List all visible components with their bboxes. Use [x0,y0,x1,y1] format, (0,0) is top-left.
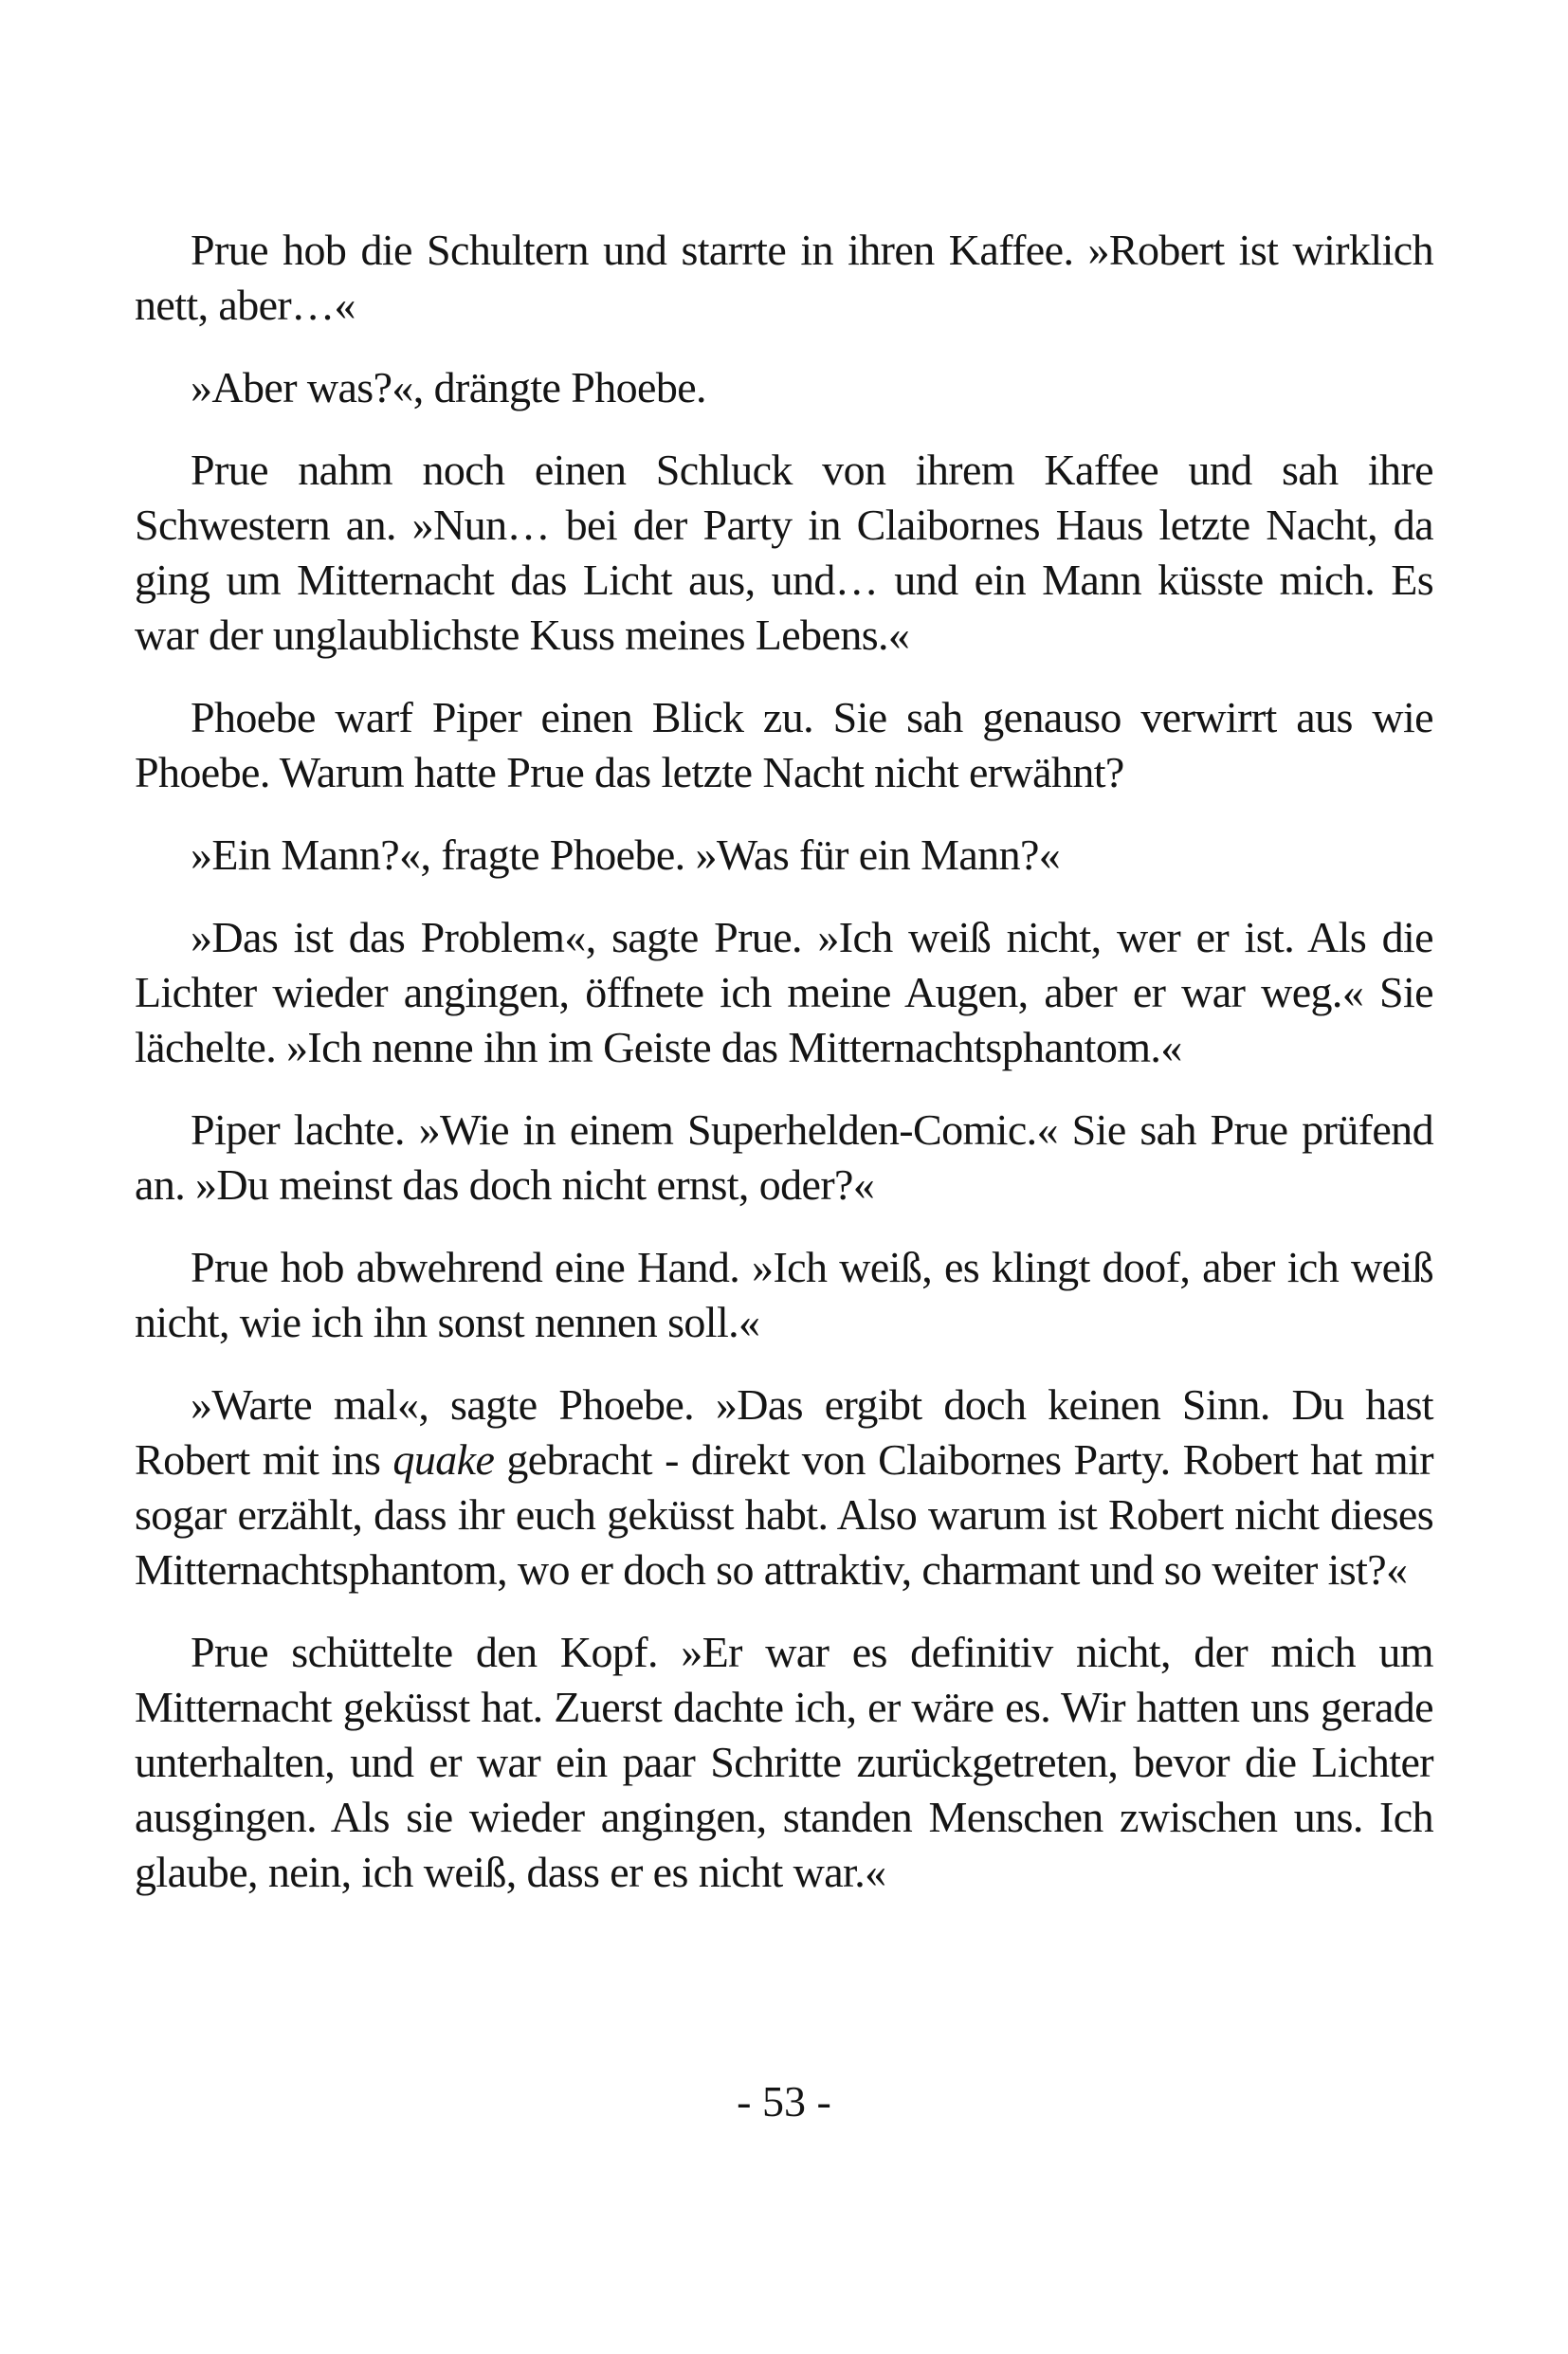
paragraph-text: »Das ist das Problem«, sagte Prue. »Ich weiß nicht, wer er ist. Als die Lichter wieder angingen, öffnete ich meine Augen, aber er war weg.« Sie lächelte. »Ich nenne ihn im Geiste das Mitternachtsphantom.« [135,913,1433,1071]
paragraph [135,1240,1433,1350]
paragraph [135,223,1433,333]
paragraph-text: Prue hob abwehrend eine Hand. »Ich weiß, es klingt doof, aber ich weiß nicht, wie ich ihn sonst nennen soll.« [135,1243,1433,1346]
paragraph [135,360,1433,415]
paragraph [135,443,1433,663]
paragraph [135,910,1433,1075]
paragraph-text: Prue schüttelte den Kopf. »Er war es definitiv nicht, der mich um Mitternacht geküsst hat. Zuerst dachte ich, er wäre es. Wir hatten uns gerade unterhalten, und er war ein paar Schritte zurückgetreten, bevor die Lichter ausgingen. Als sie wieder angingen, standen Menschen zwischen uns. Ich glaube, nein, ich weiß, dass er es nicht war.« [135,1628,1433,1896]
paragraph-text: Piper lachte. »Wie in einem Superhelden-Comic.« Sie sah Prue prüfend an. »Du meinst das doch nicht ernst, oder?« [135,1105,1433,1209]
paragraph-text: Phoebe warf Piper einen Blick zu. Sie sah genauso verwirrt aus wie Phoebe. Warum hatte Prue das letzte Nacht nicht erwähnt? [135,693,1433,796]
paragraph-text: gebracht - direkt von Claibornes Party. Robert hat mir sogar erzählt, dass ihr euch geküsst habt. Also warum ist Robert nicht dieses Mitternachtsphantom, wo er doch so attraktiv, charmant und so weiter ist?« [135,1435,1433,1594]
paragraph [135,690,1433,800]
paragraph [135,1103,1433,1213]
paragraph-text: »Aber was?«, drängte Phoebe. [191,363,706,411]
paragraph-text: Prue hob die Schultern und starrte in ihren Kaffee. »Robert ist wirklich nett, aber…« [135,226,1433,329]
paragraph-text: Prue nahm noch einen Schluck von ihrem Kaffee und sah ihre Schwestern an. »Nun… bei der Party in Claibornes Haus letzte Nacht, da ging um Mitternacht das Licht aus, und… und ein Mann küsste mich. Es war der unglaublichste Kuss meines Lebens.« [135,446,1433,659]
paragraph-text: »Warte mal«, sagte Phoebe. »Das ergibt doch keinen Sinn. Du hast Robert mit ins [135,1380,1433,1484]
paragraph [135,1378,1433,1597]
paragraph-text: »Ein Mann?«, fragte Phoebe. »Was für ein Mann?« [191,830,1061,879]
paragraph [135,828,1433,883]
paragraph [135,1625,1433,1900]
italic-title-quake: quake [392,1435,495,1484]
body-text [135,223,1433,1927]
page-number: - 53 - [737,2077,831,2126]
